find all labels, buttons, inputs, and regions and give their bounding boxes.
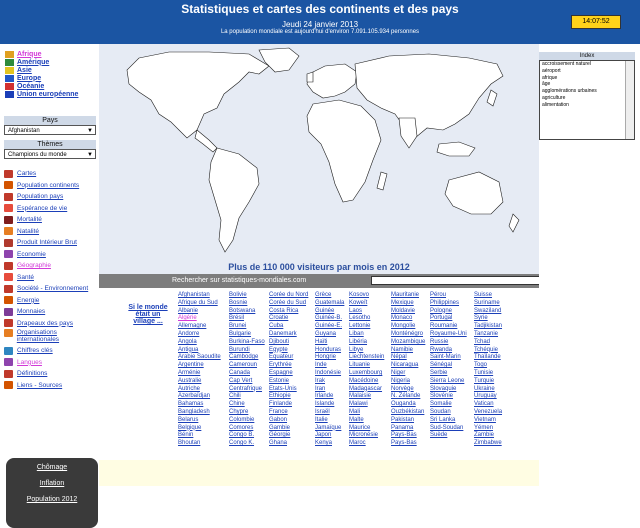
country-link[interactable]: Japon xyxy=(315,432,332,439)
country-link[interactable]: Congo B. xyxy=(229,432,255,439)
header-bar xyxy=(0,0,640,44)
country-link[interactable]: Burundi xyxy=(229,346,250,353)
clock-display: 14:07:52 xyxy=(571,15,621,29)
country-link[interactable]: Antigua xyxy=(178,346,199,353)
link-chomage[interactable]: Chômage xyxy=(36,464,68,471)
menu-item-cartes[interactable]: Cartes xyxy=(4,168,99,180)
country-link[interactable]: Kenya xyxy=(315,440,333,447)
speech-icon xyxy=(4,358,13,366)
country-link[interactable]: Sierra Leone xyxy=(430,377,465,384)
country-link[interactable]: Cuba xyxy=(269,323,284,330)
heart-icon xyxy=(4,204,13,212)
pays-select[interactable] xyxy=(4,125,96,135)
link-icon xyxy=(4,381,13,389)
themes-select-value: Champions du monde xyxy=(8,152,67,158)
country-link[interactable]: Pérou xyxy=(430,292,447,298)
country-link[interactable]: Gabon xyxy=(269,416,288,423)
country-column xyxy=(229,292,269,448)
country-link[interactable]: Yémen xyxy=(474,424,494,431)
menu-item-monnaies[interactable]: Monnaies xyxy=(4,306,99,318)
extra-menu-box xyxy=(6,458,98,528)
north-america-shape xyxy=(127,52,269,138)
book-icon xyxy=(4,370,13,378)
country-link[interactable]: Rwanda xyxy=(430,346,453,353)
country-link[interactable]: Namibie xyxy=(391,346,414,353)
country-link[interactable]: Indonésie xyxy=(315,369,342,376)
continent-list xyxy=(5,50,78,98)
country-link[interactable]: Cameroun xyxy=(229,362,258,369)
index-header: Index xyxy=(539,52,635,60)
people-icon xyxy=(4,181,13,189)
central-america-shape xyxy=(195,130,217,152)
village-link[interactable]: Si le monde était un village ... xyxy=(128,304,168,325)
country-link[interactable]: Malawi xyxy=(349,401,368,408)
left-sidebar xyxy=(0,44,99,503)
chart-icon xyxy=(4,250,13,258)
country-link[interactable]: Bahamas xyxy=(178,401,204,408)
country-link[interactable]: Angola xyxy=(178,338,197,345)
theme-menu xyxy=(4,168,99,391)
index-item[interactable]: afrique xyxy=(542,74,558,81)
country-link[interactable]: Erythrée xyxy=(269,362,292,369)
country-link[interactable]: Cambodge xyxy=(229,354,259,361)
country-link[interactable]: Ouganda xyxy=(391,401,416,408)
country-link[interactable]: Suriname xyxy=(474,299,500,306)
index-list[interactable] xyxy=(539,60,635,140)
map-icon xyxy=(4,170,13,178)
health-icon xyxy=(4,273,13,281)
country-link[interactable]: Botswana xyxy=(229,307,256,314)
country-link[interactable]: Canada xyxy=(229,369,251,376)
cross-icon xyxy=(4,216,13,224)
country-link[interactable]: Pays-Bas xyxy=(391,440,417,447)
footer-area xyxy=(99,460,540,486)
country-link[interactable]: Corée du Nord xyxy=(269,292,309,298)
page-title: Statistiques et cartes des continents et des pays xyxy=(181,2,459,16)
world-map[interactable] xyxy=(99,44,539,274)
country-link[interactable]: Congo K. xyxy=(229,440,255,447)
country-link[interactable]: Algérie xyxy=(178,315,197,322)
right-sidebar xyxy=(539,44,640,486)
country-link[interactable]: Bulgarie xyxy=(229,330,252,337)
baby-icon xyxy=(4,227,13,235)
country-link[interactable]: Equateur xyxy=(269,354,294,361)
country-link[interactable]: Tadjikistan xyxy=(474,323,503,330)
country-link[interactable]: Ghana xyxy=(269,440,288,447)
madagascar-shape xyxy=(377,172,387,190)
themes-header: Thèmes xyxy=(4,140,96,149)
country-link[interactable]: Niger xyxy=(391,369,406,376)
menu-item-organisations[interactable]: Organisations internationales xyxy=(4,329,99,345)
country-link[interactable]: Vietnam xyxy=(474,416,496,423)
country-link[interactable]: Vatican xyxy=(474,401,494,408)
country-link[interactable]: Nicaragua xyxy=(391,362,419,369)
country-link[interactable]: Allemagne xyxy=(178,323,207,330)
country-link[interactable]: Azerbaïdjan xyxy=(178,393,211,400)
australia-shape xyxy=(445,172,503,214)
menu-item-pib[interactable]: Produit Intérieur Brut xyxy=(4,237,99,249)
country-link[interactable]: Laos xyxy=(349,307,363,314)
menu-item-esperance-de-vie[interactable]: Espérance de vie xyxy=(4,203,99,215)
continent-oceanie[interactable]: Océanie xyxy=(5,82,78,90)
world-map-graphic xyxy=(99,44,539,274)
country-link[interactable]: Guinée xyxy=(315,307,335,314)
country-link[interactable]: Thaïlande xyxy=(474,354,501,361)
country-link[interactable]: Tchéquie xyxy=(474,346,499,353)
country-link[interactable]: Royaume-Uni xyxy=(430,330,467,337)
country-link[interactable]: Estonie xyxy=(269,377,290,384)
current-date: Jeudi 24 janvier 2013 xyxy=(281,20,359,29)
menu-item-societe-environnement[interactable]: Société - Environnement xyxy=(4,283,99,295)
menu-item-sante[interactable]: Santé xyxy=(4,272,99,284)
country-link[interactable]: Italie xyxy=(315,416,328,423)
country-column xyxy=(474,292,514,448)
country-link[interactable]: Koweït xyxy=(349,299,368,306)
country-link[interactable]: Luxembourg xyxy=(349,369,383,376)
country-link[interactable]: Brésil xyxy=(229,315,245,322)
country-link[interactable]: Mexique xyxy=(391,299,414,306)
country-link[interactable]: Hongrie xyxy=(315,354,337,361)
index-item[interactable]: agriculture xyxy=(542,94,566,101)
menu-item-population-pays[interactable]: Population pays xyxy=(4,191,99,203)
leaf-icon xyxy=(4,285,13,293)
menu-item-economie[interactable]: Economie xyxy=(4,249,99,261)
flag-icon xyxy=(4,319,13,327)
country-link[interactable]: Madagascar xyxy=(349,385,383,392)
south-america-shape xyxy=(209,148,259,252)
country-link[interactable]: Pays-Bas xyxy=(391,432,417,439)
country-link[interactable]: Corée du Sud xyxy=(269,299,307,306)
continent-europe[interactable]: Europe xyxy=(5,74,78,82)
country-link[interactable]: Pologne xyxy=(430,307,453,314)
country-link[interactable]: Danemark xyxy=(269,330,297,337)
country-link[interactable]: Kosovo xyxy=(349,292,370,298)
world-population: La population mondiale est aujourd'hui d'environ 7.091.105.934 personnes xyxy=(220,29,420,35)
country-link[interactable]: Bangladesh xyxy=(178,408,210,415)
continent-asie[interactable]: Asie xyxy=(5,66,78,74)
asia-shape xyxy=(355,54,503,138)
country-link[interactable]: Croatie xyxy=(269,315,289,322)
country-link[interactable]: Sud-Soudan xyxy=(430,424,464,431)
country-link[interactable]: Tunisie xyxy=(474,369,494,376)
country-link[interactable]: Gambie xyxy=(269,424,291,431)
country-link[interactable]: Lettonie xyxy=(349,323,371,330)
index-item[interactable]: agglomérations urbaines xyxy=(542,88,597,95)
country-link[interactable]: Sri Lanka xyxy=(430,416,456,423)
country-link[interactable]: Mozambique xyxy=(391,338,426,345)
country-column xyxy=(391,292,431,448)
europe-map-icon xyxy=(5,75,14,82)
country-link[interactable]: Chine xyxy=(229,401,245,408)
country-link[interactable]: Saint-Marin xyxy=(430,354,461,361)
oceania-map-icon xyxy=(5,83,14,90)
country-link[interactable]: Afrique du Sud xyxy=(178,299,218,306)
country-link[interactable]: Mauritanie xyxy=(391,292,420,298)
index-scrollbar[interactable] xyxy=(625,61,634,139)
country-link[interactable]: Colombie xyxy=(229,416,255,423)
country-link[interactable]: Arménie xyxy=(178,369,201,376)
country-link[interactable]: Maroc xyxy=(349,440,366,447)
country-link[interactable]: Somalie xyxy=(430,401,452,408)
continent-union-europeenne[interactable]: Union européenne xyxy=(5,90,78,98)
country-link[interactable]: Libéria xyxy=(349,338,368,345)
country-link[interactable]: Guinée-B. xyxy=(315,315,343,322)
country-link[interactable]: Argentine xyxy=(178,362,204,369)
country-link[interactable]: Liechtenstein xyxy=(349,354,385,361)
country-link[interactable]: Slovénie xyxy=(430,393,454,400)
new-zealand-shape xyxy=(509,214,519,232)
country-link[interactable]: Maurice xyxy=(349,424,371,431)
menu-item-mortalite[interactable]: Mortalité xyxy=(4,214,99,226)
country-link[interactable]: Serbie xyxy=(430,369,448,376)
country-link[interactable]: Népal xyxy=(391,354,407,361)
coin-icon xyxy=(4,308,13,316)
link-population-2012[interactable]: Population 2012 xyxy=(26,496,78,503)
country-link[interactable]: Irlande xyxy=(315,393,334,400)
country-link[interactable]: Belgique xyxy=(178,424,202,431)
search-label: Rechercher sur statistiques-mondiales.com xyxy=(172,277,307,284)
japan-shape xyxy=(487,90,497,106)
country-column xyxy=(269,292,309,448)
country-column xyxy=(349,292,389,448)
index-item[interactable]: aéroport xyxy=(542,67,561,74)
country-link[interactable]: Burkina-Faso xyxy=(229,338,265,345)
country-link[interactable]: Uruguay xyxy=(474,393,497,400)
country-link[interactable]: Venezuela xyxy=(474,408,503,415)
country-link[interactable]: Portugal xyxy=(430,315,453,322)
country-link[interactable]: Honduras xyxy=(315,346,342,353)
country-link[interactable]: Micronésie xyxy=(349,432,379,439)
country-link[interactable]: Mali xyxy=(349,408,361,415)
country-link[interactable]: Costa Rica xyxy=(269,307,299,314)
country-link[interactable]: Monaco xyxy=(391,315,413,322)
country-link[interactable]: Inde xyxy=(315,362,327,369)
country-link[interactable]: Belarus xyxy=(178,416,199,423)
country-link[interactable]: Guyana xyxy=(315,330,337,337)
country-link[interactable]: Grèce xyxy=(315,292,332,298)
country-link[interactable]: Centrafrique xyxy=(229,385,263,392)
country-link[interactable]: Bhoutan xyxy=(178,440,201,447)
country-link[interactable]: Malte xyxy=(349,416,364,423)
america-map-icon xyxy=(5,59,14,66)
money-icon xyxy=(4,239,13,247)
eu-flag-icon xyxy=(5,91,14,98)
country-link[interactable]: Jamaïque xyxy=(315,424,342,431)
country-link[interactable]: Egypte xyxy=(269,346,288,353)
country-link[interactable]: Swaziland xyxy=(474,307,502,314)
country-link[interactable]: Pakistan xyxy=(391,416,415,423)
country-link[interactable]: Nigeria xyxy=(391,377,411,384)
country-link[interactable]: Djibouti xyxy=(269,338,290,345)
country-link[interactable]: Tanzanie xyxy=(474,330,499,337)
country-link[interactable]: Géorgie xyxy=(269,432,291,439)
country-link[interactable]: Guinée-E. xyxy=(315,323,343,330)
menu-item-natalite[interactable]: Natalité xyxy=(4,226,99,238)
country-link[interactable]: Brunei xyxy=(229,323,247,330)
country-link[interactable]: Chili xyxy=(229,393,241,400)
country-link[interactable]: Roumanie xyxy=(430,323,458,330)
country-link[interactable]: Sénégal xyxy=(430,362,453,369)
country-link[interactable]: Israël xyxy=(315,408,330,415)
country-link[interactable]: Suisse xyxy=(474,292,493,298)
country-link[interactable]: Togo xyxy=(474,362,488,369)
country-link[interactable]: Syrie xyxy=(474,315,488,322)
asia-map-icon xyxy=(5,67,14,74)
country-column xyxy=(178,292,221,448)
africa-shape xyxy=(307,100,381,202)
country-link[interactable]: Panama xyxy=(391,424,414,431)
menu-item-population-continents[interactable]: Population continents xyxy=(4,180,99,192)
country-link[interactable]: Ukraine xyxy=(474,385,495,392)
se-asia-islands-shape xyxy=(437,142,475,156)
india-shape xyxy=(399,118,417,148)
pays-select-value: Afghanistan xyxy=(8,128,40,134)
mountain-icon xyxy=(4,262,13,270)
menu-item-energie[interactable]: Energie xyxy=(4,295,99,307)
country-link[interactable]: Bénin xyxy=(178,432,194,439)
country-link[interactable]: Albanie xyxy=(178,307,199,314)
chevron-down-icon: ▼ xyxy=(87,152,93,158)
uk-shape xyxy=(307,72,313,82)
country-link[interactable]: Soudan xyxy=(430,408,451,415)
country-link[interactable]: Finlande xyxy=(269,401,293,408)
search-input[interactable] xyxy=(371,276,553,285)
country-link[interactable]: Ouzbékistan xyxy=(391,408,425,415)
index-item[interactable]: alimentation xyxy=(542,101,569,108)
country-link[interactable]: Iran xyxy=(315,385,326,392)
country-link[interactable]: Monténégro xyxy=(391,330,424,337)
search-bar xyxy=(99,274,540,288)
country-link[interactable]: Russie xyxy=(430,338,449,345)
index-item[interactable]: âge xyxy=(542,81,551,88)
country-link[interactable]: Cap Vert xyxy=(229,377,253,384)
country-link[interactable]: Etats-Unis xyxy=(269,385,297,392)
link-inflation[interactable]: Inflation xyxy=(39,480,65,487)
country-link[interactable]: Suède xyxy=(430,432,448,439)
country-link[interactable]: Bosnie xyxy=(229,299,248,306)
country-link[interactable]: Zambie xyxy=(474,432,495,439)
country-link[interactable]: Zimbabwe xyxy=(474,440,502,447)
country-column xyxy=(430,292,470,440)
europe-shape xyxy=(307,64,357,98)
continent-afrique[interactable]: Afrique xyxy=(5,50,78,58)
country-link[interactable]: Ethiopie xyxy=(269,393,291,400)
pays-header: Pays xyxy=(4,116,96,125)
themes-select[interactable] xyxy=(4,149,96,159)
country-link[interactable]: Autriche xyxy=(178,385,201,392)
organization-icon xyxy=(4,329,13,337)
country-link[interactable]: Chypre xyxy=(229,408,249,415)
country-link[interactable]: France xyxy=(269,408,288,415)
country-link[interactable]: Bolivie xyxy=(229,292,247,298)
menu-item-chiffres-cles[interactable]: Chiffres clés xyxy=(4,345,99,357)
menu-item-geographie[interactable]: Géographie xyxy=(4,260,99,272)
country-link[interactable]: Moldavie xyxy=(391,307,416,314)
chevron-down-icon: ▼ xyxy=(87,128,93,134)
country-link[interactable]: Libye xyxy=(349,346,364,353)
index-item[interactable]: accroissement naturel xyxy=(542,61,591,67)
country-link[interactable]: Tchad xyxy=(474,338,491,345)
visitors-caption: Plus de 110 000 visiteurs par mois en 2012 xyxy=(228,262,410,272)
country-link[interactable]: Andorre xyxy=(178,330,200,337)
key-icon xyxy=(4,347,13,355)
menu-item-drapeaux[interactable]: Drapeaux des pays xyxy=(4,318,99,330)
country-link[interactable]: Lesotho xyxy=(349,315,371,322)
country-link[interactable]: Malaisie xyxy=(349,393,372,400)
menu-item-liens-sources[interactable]: Liens - Sources xyxy=(4,380,99,392)
people-icon xyxy=(4,193,13,201)
country-link[interactable]: Arabie Saoudite xyxy=(178,354,221,361)
continent-amerique[interactable]: Amérique xyxy=(5,58,78,66)
country-link[interactable]: Guatemala xyxy=(315,299,345,306)
country-link[interactable]: Turquie xyxy=(474,377,495,384)
country-link[interactable]: Mongolie xyxy=(391,323,416,330)
country-link[interactable]: Macédoine xyxy=(349,377,379,384)
country-link[interactable]: Australie xyxy=(178,377,202,384)
country-link[interactable]: Haïti xyxy=(315,338,328,345)
country-link[interactable]: Lituanie xyxy=(349,362,371,369)
country-link[interactable]: N. Zélande xyxy=(391,393,421,400)
africa-map-icon xyxy=(5,51,14,58)
country-link[interactable]: Afghanistan xyxy=(178,292,210,298)
country-link[interactable]: Philippines xyxy=(430,299,460,306)
menu-item-langues[interactable]: Langues xyxy=(4,357,99,369)
energy-icon xyxy=(4,296,13,304)
country-link[interactable]: Comores xyxy=(229,424,254,431)
country-link[interactable]: Liban xyxy=(349,330,364,337)
country-link[interactable]: Norvège xyxy=(391,385,414,392)
country-link[interactable]: Islande xyxy=(315,401,335,408)
country-link[interactable]: Espagne xyxy=(269,369,293,376)
country-link[interactable]: Irak xyxy=(315,377,326,384)
country-link[interactable]: Slovaquie xyxy=(430,385,457,392)
menu-item-definitions[interactable]: Définitions xyxy=(4,368,99,380)
